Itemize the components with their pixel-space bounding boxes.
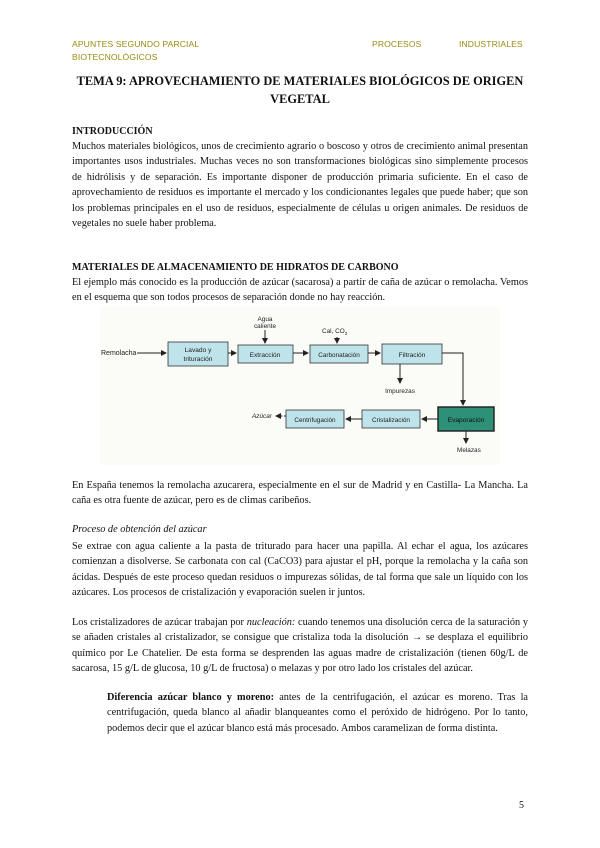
box-carbonatacion-label: Carbonatación <box>318 352 360 359</box>
header-left-line1: APUNTES SEGUNDO PARCIAL <box>72 39 200 49</box>
process-p2-nucleacion: nucleación: <box>246 617 296 628</box>
diagram-melazas: Melazas <box>457 447 481 454</box>
difference-heading: Diferencia azúcar blanco y moreno: <box>107 692 275 703</box>
page-title <box>72 72 528 108</box>
intro-heading: INTRODUCCIÓN <box>72 126 153 137</box>
header-right: INDUSTRIALES <box>459 39 523 49</box>
box-lavado-line2: trituración <box>183 356 213 363</box>
diagram-output-azucar: Azúcar <box>252 413 272 420</box>
diagram-agua-line2: caliente <box>253 323 277 330</box>
diagram-input-remolacha: Remolacha <box>101 350 137 357</box>
box-centrifugacion-label: Centrifugación <box>294 417 336 424</box>
box-lavado-line1: Lavado y <box>184 347 212 354</box>
box-evaporacion-label: Evaporación <box>447 417 485 424</box>
process-p2-b: cuando tenemos una disolución cerca de la saturación y se añaden cristales al cristalizador, se consigue que cristaliza toda la disolución → se desplaza el equilibrio químico por Le Chatelier. De esta forma se desprenden las aguas madre de cristalización (tienen 60g/L de sacarosa, 15 g/L de glucosa, 10 g/L de fructosa) o melazas y por otro lado los cristales del azúcar. <box>72 617 528 675</box>
diagram-impurezas: Impurezas <box>385 388 415 395</box>
box-extraccion-label: Extracción <box>249 352 281 359</box>
intro-paragraph: Muchos materiales biológicos, unos de crecimiento agrario o boscoso y otros de crecimiento animal presentan importantes usos industriales. Muchas veces no son transformaciones biológicas sino simplemente procesos de hidrólisis y de separación. Es importante disponer de producción primaria suficiente. En el caso de aprovechamiento de residuos es importante el mercado y los condicionantes legales que puede haber; que son los problemas principales en el uso de residuos, especialmente de células u origen animales. De residuos de vegetales no suele haber problema. <box>72 141 528 230</box>
process-paragraph-1: Se extrae con agua caliente a la pasta de triturado para hacer una papilla. Al echar el agua, los azúcares comienzan a disolverse. Se carbonata con cal (CaCO3) para ajustar el pH, porque la remolacha y la caña son ácidas. Después de este proceso quedan residuos o impurezas sólidas, de tal forma que sale un líquido con los azúcares. Los procesos de cristalización y evaporación suelen ir juntos. <box>72 541 528 599</box>
diagram-cal-label: Cal, $CO_2$ <box>322 328 348 336</box>
process-heading: Proceso de obtención del azúcar <box>72 524 207 535</box>
page-number: 5 <box>519 800 524 811</box>
header-left-line2: BIOTECNOLÓGICOS <box>72 52 158 62</box>
storage-heading: MATERIALES DE ALMACENAMIENTO DE HIDRATOS DE CARBONO <box>72 262 399 273</box>
difference-text: antes de la centrifugación, el azúcar es moreno. Tras la centrifugación, queda blanco al añadir blanqueantes como el peróxido de hidrógeno. Por lo tanto, podemos decir que el azúcar blanco está más procesado. Ambos caramelizan de forma distinta. <box>107 692 528 734</box>
title-line1: TEMA 9: APROVECHAMIENTO DE MATERIALES BIOLÓGICOS DE ORIGEN <box>76 74 524 88</box>
box-filtracion-label: Filtración <box>398 352 426 359</box>
diagram-agua-line1: Agua <box>257 316 273 323</box>
box-cristalizacion-label: Cristalización <box>371 417 411 424</box>
process-paragraph-2 <box>72 615 528 677</box>
difference-paragraph <box>107 690 528 736</box>
spain-paragraph: En España tenemos la remolacha azucarera, especialmente en el sur de Madrid y en Castilla- La Mancha. La caña es otra fuente de azúcar, pero es de climas caribeños. <box>72 480 528 507</box>
storage-paragraph: El ejemplo más conocido es la producción de azúcar (sacarosa) a partir de caña de azúcar o remolacha. Vemos en el esquema que son todos procesos de separación donde no hay reacción. <box>72 277 528 304</box>
header-middle: PROCESOS <box>372 39 422 49</box>
sugar-process-diagram <box>100 307 500 465</box>
title-line2: VEGETAL <box>270 92 330 106</box>
process-p2-a: Los cristalizadores de azúcar trabajan por <box>72 617 247 628</box>
